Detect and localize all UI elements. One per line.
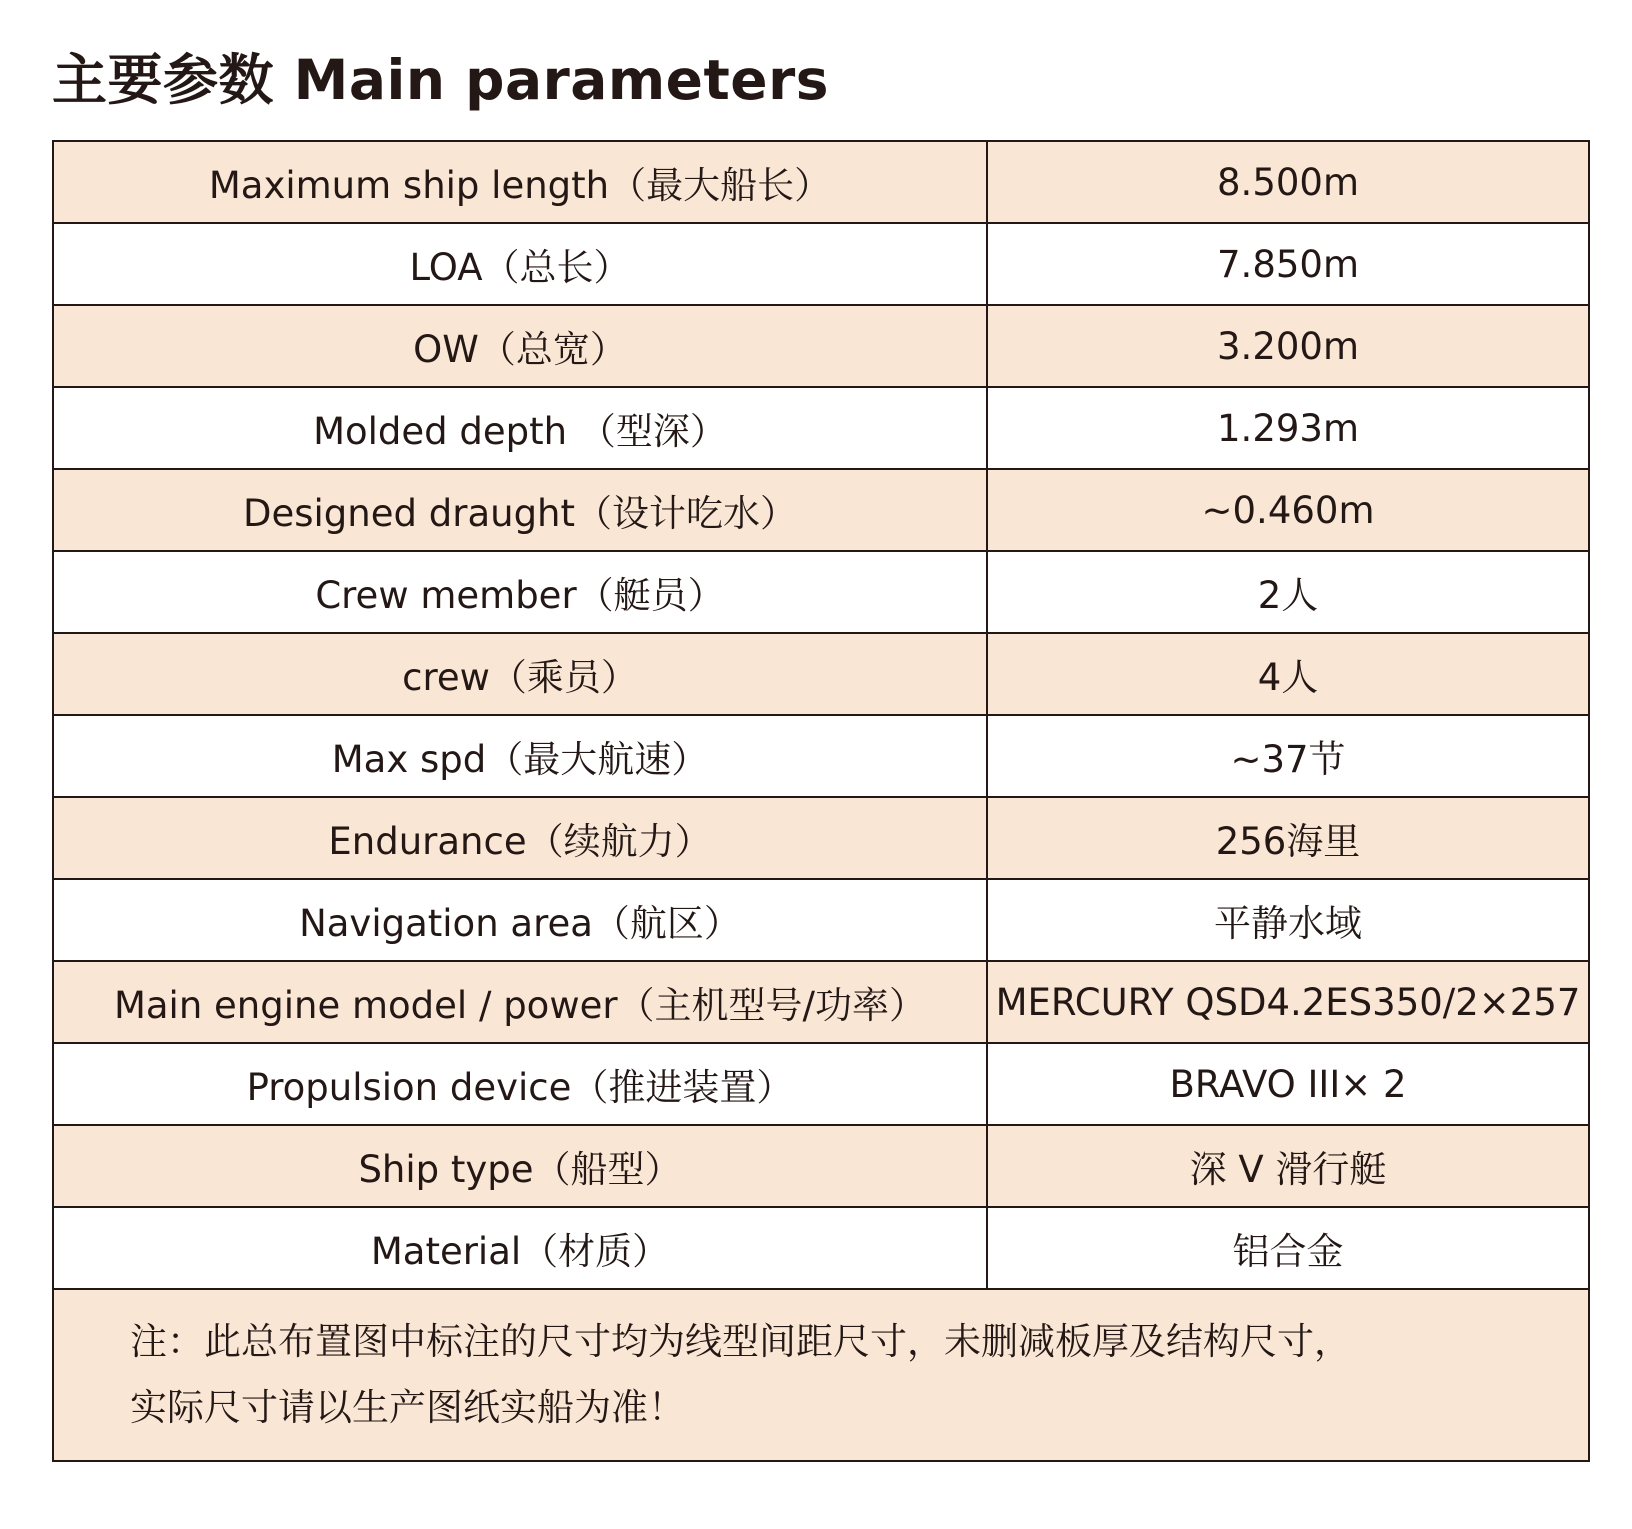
param-name: Propulsion device（推进装置） (53, 1043, 987, 1125)
note-line-2: 实际尺寸请以生产图纸实船为准！ (130, 1386, 685, 1429)
param-name: Navigation area（航区） (53, 879, 987, 961)
param-name: Designed draught（设计吃水） (53, 469, 987, 551)
table-row (53, 715, 1589, 797)
table-row (53, 551, 1589, 633)
param-value: 深 V 滑行艇 (987, 1125, 1589, 1207)
param-value: 3.200m (987, 305, 1589, 387)
param-value: 2人 (987, 551, 1589, 633)
table-row (53, 223, 1589, 305)
page-title: 主要参数 Main parameters (52, 48, 829, 112)
table-row (53, 387, 1589, 469)
note-row (53, 1289, 1589, 1461)
table-row (53, 1043, 1589, 1125)
param-name: OW（总宽） (53, 305, 987, 387)
table-row (53, 1207, 1589, 1289)
table-row (53, 797, 1589, 879)
param-value: MERCURY QSD4.2ES350/2×257 (987, 961, 1589, 1043)
param-value: 平静水域 (987, 879, 1589, 961)
table-row (53, 1125, 1589, 1207)
table-row (53, 961, 1589, 1043)
param-value: ~0.460m (987, 469, 1589, 551)
param-name: Endurance（续航力） (53, 797, 987, 879)
param-name: Maximum ship length（最大船长） (53, 141, 987, 223)
param-name: Material（材质） (53, 1207, 987, 1289)
param-name: Ship type（船型） (53, 1125, 987, 1207)
table-row (53, 879, 1589, 961)
param-value: BRAVO III× 2 (987, 1043, 1589, 1125)
table-row (53, 305, 1589, 387)
param-value: 7.850m (987, 223, 1589, 305)
param-value: 4人 (987, 633, 1589, 715)
param-value: 铝合金 (987, 1207, 1589, 1289)
param-value: ~37节 (987, 715, 1589, 797)
param-value: 1.293m (987, 387, 1589, 469)
param-name: crew（乘员） (53, 633, 987, 715)
param-name: Crew member（艇员） (53, 551, 987, 633)
param-value: 8.500m (987, 141, 1589, 223)
note-line-1: 注：此总布置图中标注的尺寸均为线型间距尺寸，未删减板厚及结构尺寸， (130, 1320, 1351, 1363)
param-name: Molded depth （型深） (53, 387, 987, 469)
table-row (53, 633, 1589, 715)
param-name: Max spd（最大航速） (53, 715, 987, 797)
note-cell (53, 1289, 1589, 1461)
param-name: Main engine model / power（主机型号/功率） (53, 961, 987, 1043)
param-name: LOA（总长） (53, 223, 987, 305)
table-row (53, 141, 1589, 223)
parameters-table (52, 140, 1590, 1462)
table-row (53, 469, 1589, 551)
param-value: 256海里 (987, 797, 1589, 879)
